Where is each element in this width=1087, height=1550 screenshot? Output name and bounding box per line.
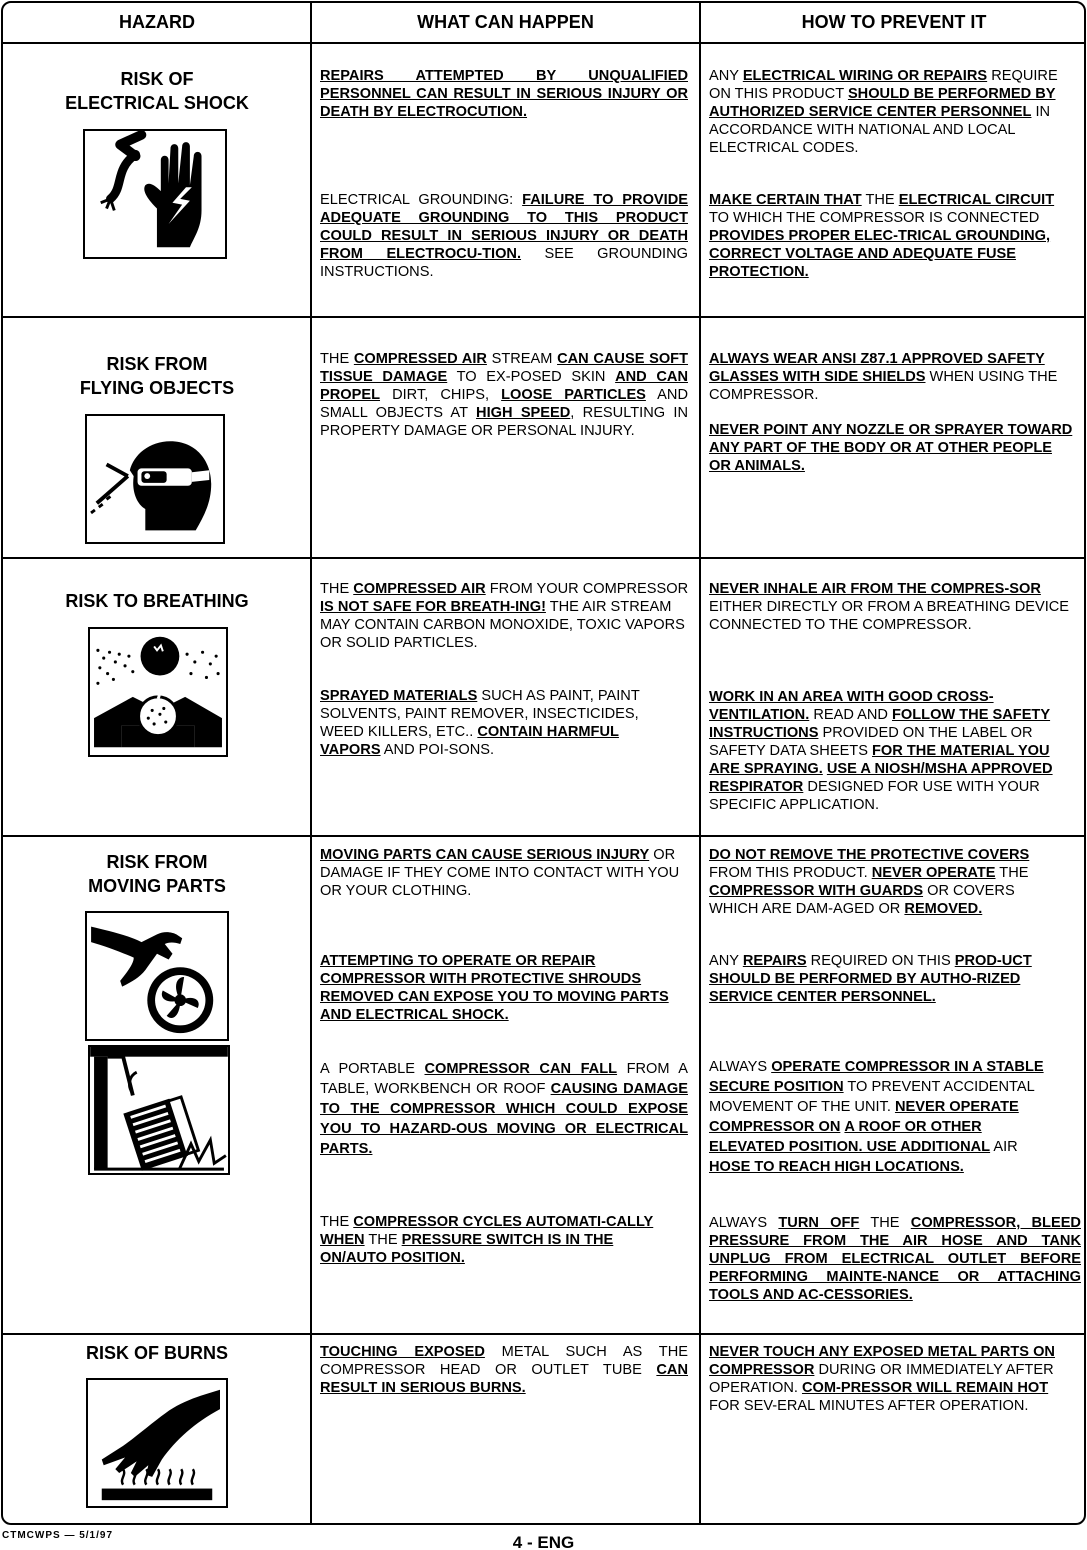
- body-text: DESIGNED FOR USE WITH YOUR SPECIFIC APPLICATION.: [709, 779, 1040, 813]
- what-can-happen-moving-2: [320, 952, 670, 1024]
- body-text: ELECTRICAL GROUNDING:: [320, 192, 523, 208]
- row-divider: [3, 1333, 1084, 1335]
- emphasized-text: MOVING PARTS CAN CAUSE SERIOUS INJURY: [320, 847, 650, 863]
- hot-surface-hand-icon: [86, 1378, 228, 1508]
- emphasized-text: CAN CAUSE SOFT TISSUE DAMAGE: [320, 351, 689, 385]
- body-text: READ AND: [809, 707, 892, 723]
- emphasized-text: NEVER TOUCH ANY EXPOSED METAL PARTS ON COMPRESSOR: [709, 1344, 1055, 1378]
- document-code: CTMCWPS — 5/1/97: [2, 1530, 114, 1541]
- emphasized-text: REMOVED.: [904, 901, 983, 917]
- hazard-title-burns: [3, 1341, 311, 1365]
- emphasized-text: SHOULD BE PERFORMED BY AUTHORIZED SERVICE CENTER PERSONNEL: [709, 86, 1056, 120]
- body-text: THE: [320, 1214, 354, 1230]
- emphasized-text: TURN OFF: [778, 1215, 860, 1231]
- body-text: SUCH AS PAINT, PAINT SOLVENTS, PAINT REMOVER, INSECTICIDES, WEED KILLERS, ETC..: [320, 688, 640, 740]
- emphasized-text: HIGH SPEED: [476, 405, 571, 421]
- body-text: SEE GROUNDING INSTRUCTIONS.: [320, 246, 688, 280]
- emphasized-text: PROD-UCT SHOULD BE PERFORMED BY AUTHO-RIZED SERVICE CENTER PERSONNEL.: [709, 953, 1032, 1005]
- emphasized-text: AND CAN PROPEL: [320, 369, 688, 403]
- column-divider: [699, 3, 701, 1523]
- hazard-title-breathing: [3, 589, 311, 613]
- emphasized-text: CONTAIN HARMFUL VAPORS: [320, 724, 619, 758]
- what-can-happen-moving-3: [320, 1059, 688, 1159]
- hazard-title-line: MOVING PARTS: [88, 876, 226, 896]
- body-text: STREAM: [486, 351, 558, 367]
- body-text: PROVIDED ON THE LABEL OR SAFETY DATA SHEETS: [709, 725, 1033, 759]
- hazard-title-electrical-shock: [3, 67, 311, 115]
- body-text: FROM YOUR COMPRESSOR: [485, 581, 689, 597]
- how-to-prevent-breathing-2: [709, 688, 1077, 814]
- body-text: ANY: [709, 953, 743, 969]
- body-text: METAL SUCH AS THE COMPRESSOR HEAD OR OUTLET TUBE: [320, 1344, 688, 1378]
- body-text: IN ACCORDANCE WITH NATIONAL AND LOCAL ELECTRICAL CODES.: [709, 104, 1051, 156]
- what-can-happen-electrical-2: [320, 191, 688, 281]
- what-can-happen-breathing-2: [320, 687, 670, 759]
- body-text: TO PREVENT ACCIDENTAL MOVEMENT OF THE UNIT.: [709, 1079, 1035, 1115]
- how-to-prevent-moving-4: [709, 1214, 1081, 1304]
- emphasized-text: SPRAYED MATERIALS: [320, 688, 478, 704]
- body-text: OR DAMAGE IF THEY COME INTO CONTACT WITH YOU OR YOUR CLOTHING.: [320, 847, 680, 899]
- hazard-title-line: RISK FROM: [106, 852, 208, 872]
- emphasized-text: LOOSE PARTICLES: [501, 387, 646, 403]
- header-how-to-prevent: HOW TO PREVENT IT: [700, 3, 1086, 44]
- body-text: WHEN USING THE COMPRESSOR.: [709, 369, 1058, 403]
- body-text: FROM THIS PRODUCT.: [709, 865, 872, 881]
- body-text: REQUIRED ON THIS: [806, 953, 955, 969]
- body-text: DURING OR IMMEDIATELY AFTER OPERATION.: [709, 1362, 1054, 1396]
- row-divider: [3, 557, 1084, 559]
- how-to-prevent-electrical-2: [709, 191, 1077, 281]
- body-text: THE: [995, 865, 1029, 881]
- emphasized-text: PROVIDES PROPER ELEC-TRICAL GROUNDING, CORRECT VOLTAGE AND ADEQUATE FUSE PROTECTION.: [709, 228, 1051, 280]
- emphasized-text: ELECTRICAL WIRING OR REPAIRS: [742, 68, 988, 84]
- column-divider: [310, 3, 312, 1523]
- header-hazard: HAZARD: [3, 3, 311, 44]
- hazard-title-line: FLYING OBJECTS: [79, 378, 235, 398]
- body-text: THE: [859, 1215, 911, 1231]
- body-text: FOR SEV-ERAL MINUTES AFTER OPERATION.: [709, 1398, 1029, 1414]
- emphasized-text: COMPRESSED AIR: [353, 351, 487, 367]
- hazard-table: [1, 1, 1086, 1525]
- body-text: AIR: [990, 1139, 1018, 1155]
- what-can-happen-burns: [320, 1343, 688, 1397]
- emphasized-text: NEVER INHALE AIR FROM THE COMPRES-SOR: [709, 581, 1041, 597]
- body-text: THE: [364, 1232, 402, 1248]
- hazard-title-moving-parts: [3, 850, 311, 898]
- how-to-prevent-electrical-1: [709, 67, 1059, 157]
- inhalation-hazard-icon: [88, 627, 228, 757]
- hazard-title-flying-objects: [3, 352, 311, 400]
- body-text: DIRT, CHIPS,: [380, 387, 502, 403]
- body-text: ALWAYS: [709, 1059, 772, 1075]
- emphasized-text: FAILURE TO PROVIDE ADEQUATE GROUNDING TO THIS PRODUCT COULD RESULT IN SERIOUS INJURY OR DEATH FROM ELECTROCU-TION.: [320, 192, 688, 262]
- emphasized-text: FOLLOW THE SAFETY INSTRUCTIONS: [709, 707, 1051, 741]
- body-text: ANY: [709, 68, 743, 84]
- electrical-shock-hand-icon: [83, 129, 227, 259]
- emphasized-text: NEVER OPERATE: [871, 865, 996, 881]
- how-to-prevent-flying-1: [709, 350, 1059, 404]
- emphasized-text: TOUCHING EXPOSED: [320, 1344, 485, 1360]
- what-can-happen-electrical-1: [320, 67, 688, 121]
- emphasized-text: COMPRESSOR CAN FALL: [424, 1061, 618, 1077]
- body-text: REQUIRE ON THIS PRODUCT: [709, 68, 1058, 102]
- how-to-prevent-moving-1: [709, 846, 1059, 918]
- body-text: AND POI-SONS.: [380, 742, 495, 758]
- emphasized-text: ALWAYS WEAR ANSI Z87.1 APPROVED SAFETY GLASSES WITH SIDE SHIELDS: [709, 351, 1045, 385]
- hazard-title-line: ELECTRICAL SHOCK: [65, 93, 249, 113]
- hazard-title-line: RISK FROM: [106, 354, 208, 374]
- emphasized-text: REPAIRS: [742, 953, 807, 969]
- body-text: , RESULTING IN PROPERTY DAMAGE OR PERSONAL INJURY.: [320, 405, 688, 439]
- emphasized-text: PRESSURE SWITCH IS IN THE ON/AUTO POSITION.: [320, 1232, 614, 1266]
- safety-glasses-head-icon: [85, 414, 225, 544]
- emphasized-text: REPAIRS ATTEMPTED BY UNQUALIFIED PERSONNEL CAN RESULT IN SERIOUS INJURY OR DEATH BY ELECTROCUTION.: [320, 68, 688, 120]
- page-number: 4 - ENG: [512, 1533, 575, 1550]
- emphasized-text: COMPRESSED AIR: [353, 581, 486, 597]
- emphasized-text: COMPRESSOR CYCLES AUTOMATI-CALLY WHEN: [320, 1214, 654, 1248]
- emphasized-text: ELECTRICAL CIRCUIT: [898, 192, 1055, 208]
- falling-compressor-icon: [88, 1045, 230, 1175]
- body-text: A PORTABLE: [320, 1061, 425, 1077]
- moving-fan-hand-icon: [85, 911, 229, 1041]
- body-text: THE: [320, 581, 354, 597]
- body-text: FROM A TABLE, WORKBENCH OR ROOF: [320, 1061, 688, 1097]
- how-to-prevent-flying-2: [709, 421, 1077, 475]
- header-what-can-happen: WHAT CAN HAPPEN: [311, 3, 700, 44]
- emphasized-text: OPERATE COMPRESSOR IN A STABLE SECURE POSITION: [709, 1059, 1044, 1095]
- emphasized-text: USE A NIOSH/MSHA APPROVED RESPIRATOR: [709, 761, 1053, 795]
- body-text: ALWAYS: [709, 1215, 779, 1231]
- what-can-happen-moving-1: [320, 846, 680, 900]
- emphasized-text: CAUSING DAMAGE TO THE COMPRESSOR WHICH COULD EXPOSE YOU TO HAZARD-OUS MOVING OR ELECTRICAL PARTS.: [320, 1081, 688, 1157]
- emphasized-text: COM-PRESSOR WILL REMAIN HOT: [801, 1380, 1049, 1396]
- what-can-happen-breathing-1: [320, 580, 690, 652]
- emphasized-text: ATTEMPTING TO OPERATE OR REPAIR COMPRESSOR WITH PROTECTIVE SHROUDS REMOVED CAN EXPOSE YOU TO MOVING PARTS AND ELECTRICAL SHOCK.: [320, 953, 669, 1023]
- row-divider: [3, 835, 1084, 837]
- emphasized-text: HOSE TO REACH HIGH LOCATIONS.: [709, 1159, 964, 1175]
- hazard-title-line: RISK OF: [120, 69, 194, 89]
- emphasized-text: COMPRESSOR, BLEED PRESSURE FROM THE AIR HOSE AND TANK UNPLUG FROM ELECTRICAL OUTLET BEFORE PERFORMING MAINTE-NANCE OR ATTACHING TOOLS AND AC-CESSORIES.: [709, 1215, 1081, 1303]
- body-text: THE AIR STREAM MAY CONTAIN CARBON MONOXIDE, TOXIC VAPORS OR SOLID PARTICLES.: [320, 599, 685, 651]
- how-to-prevent-burns: [709, 1343, 1061, 1415]
- how-to-prevent-moving-2: [709, 952, 1077, 1006]
- hazard-title-line: RISK TO BREATHING: [65, 591, 249, 611]
- row-divider: [3, 316, 1084, 318]
- body-text: THE: [320, 351, 354, 367]
- body-text: EITHER DIRECTLY OR FROM A BREATHING DEVICE CONNECTED TO THE COMPRESSOR.: [709, 599, 1070, 633]
- emphasized-text: NEVER OPERATE COMPRESSOR ON: [709, 1099, 1019, 1135]
- how-to-prevent-breathing-1: [709, 580, 1077, 634]
- body-text: OR COVERS WHICH ARE DAM-AGED OR: [709, 883, 1015, 917]
- body-text: TO EX-POSED SKIN: [447, 369, 616, 385]
- emphasized-text: FOR THE MATERIAL YOU ARE SPRAYING.: [709, 743, 1050, 777]
- emphasized-text: IS NOT SAFE FOR BREATH-ING!: [320, 599, 546, 615]
- body-text: AND SMALL OBJECTS AT: [320, 387, 688, 421]
- how-to-prevent-moving-3: [709, 1057, 1059, 1177]
- emphasized-text: WORK IN AN AREA WITH GOOD CROSS-VENTILATION.: [709, 689, 994, 723]
- body-text: TO WHICH THE COMPRESSOR IS CONNECTED: [709, 210, 1040, 226]
- body-text: THE: [861, 192, 899, 208]
- hazard-title-line: RISK OF BURNS: [85, 1343, 228, 1363]
- emphasized-text: CAN RESULT IN SERIOUS BURNS.: [320, 1362, 688, 1396]
- what-can-happen-flying: [320, 350, 688, 440]
- emphasized-text: COMPRESSOR WITH GUARDS: [709, 883, 924, 899]
- emphasized-text: MAKE CERTAIN THAT: [709, 192, 862, 208]
- emphasized-text: NEVER POINT ANY NOZZLE OR SPRAYER TOWARD ANY PART OF THE BODY OR AT OTHER PEOPLE OR ANIMALS.: [709, 422, 1073, 474]
- emphasized-text: DO NOT REMOVE THE PROTECTIVE COVERS: [709, 847, 1030, 863]
- what-can-happen-moving-4: [320, 1213, 680, 1267]
- emphasized-text: A ROOF OR OTHER ELEVATED POSITION. USE ADDITIONAL: [709, 1119, 991, 1155]
